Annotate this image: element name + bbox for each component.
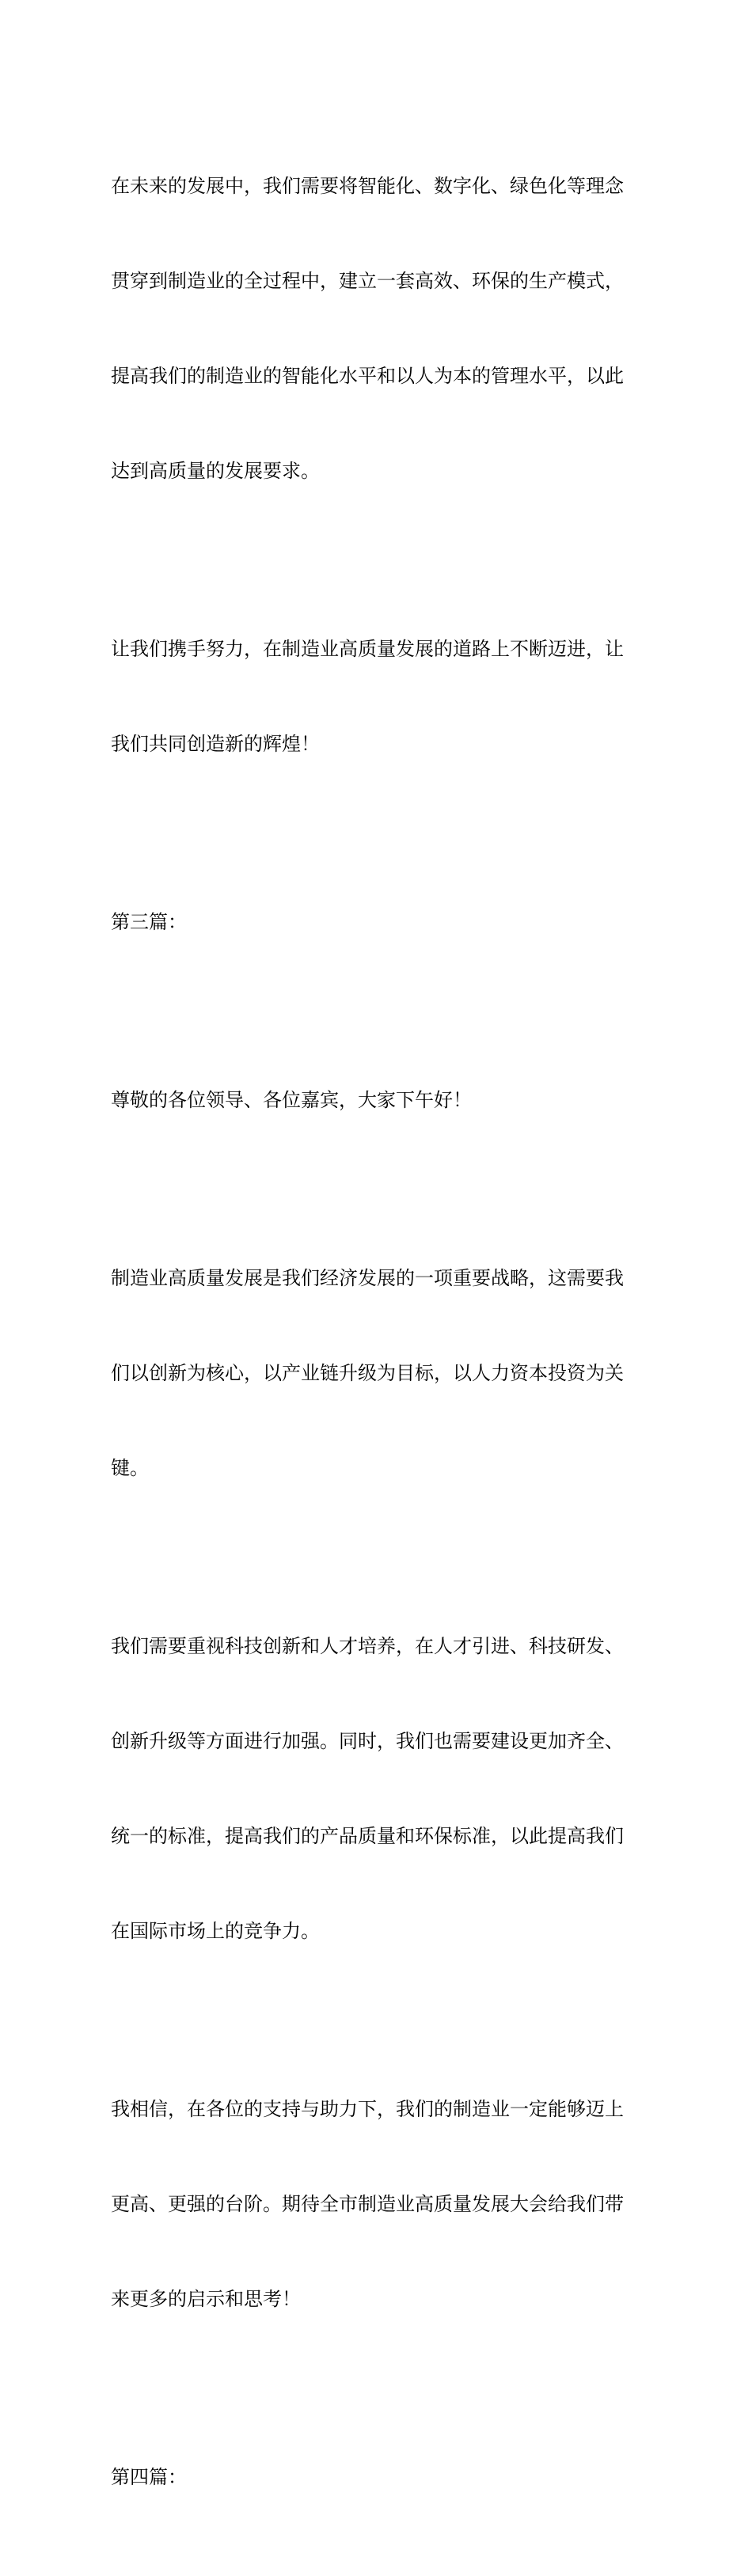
- text-line: 制造业高质量发展是我们经济发展的一项重要战略，这需要我: [111, 1267, 624, 1289]
- document-page: [111, 107, 643, 2576]
- text-line: 第三篇：: [111, 911, 187, 933]
- text-line: 提高我们的制造业的智能化水平和以人为本的管理水平，以此: [111, 365, 624, 387]
- text-line: 达到高质量的发展要求。: [111, 460, 320, 482]
- paragraph-greeting: [111, 1021, 643, 1179]
- text-line: 统一的标准，提高我们的产品质量和环保标准，以此提高我们: [111, 1825, 624, 1847]
- paragraph-innovation-talent: [111, 1567, 643, 2010]
- text-line: 我相信，在各位的支持与助力下，我们的制造业一定能够迈上: [111, 2098, 624, 2120]
- text-line: 我们需要重视科技创新和人才培养，在人才引进、科技研发、: [111, 1635, 624, 1657]
- paragraph-future-development: [111, 107, 643, 550]
- text-line: 贯穿到制造业的全过程中，建立一套高效、环保的生产模式，: [111, 270, 624, 292]
- text-line: 创新升级等方面进行加强。同时，我们也需要建设更加齐全、: [111, 1730, 624, 1752]
- text-line: 让我们携手努力，在制造业高质量发展的道路上不断迈进，让: [111, 638, 624, 660]
- text-line: 们以创新为核心，以产业链升级为目标，以人力资本投资为关: [111, 1362, 624, 1384]
- text-line: 更高、更强的台阶。期待全市制造业高质量发展大会给我们带: [111, 2193, 624, 2215]
- section-heading-part-four: [111, 2398, 643, 2556]
- text-line: 尊敬的各位领导、各位嘉宾，大家下午好！: [111, 1089, 472, 1111]
- text-line: 我们共同创造新的辉煌！: [111, 733, 320, 755]
- paragraph-join-hands: [111, 570, 643, 823]
- text-line: 在国际市场上的竞争力。: [111, 1920, 320, 1942]
- text-line: 键。: [111, 1457, 149, 1479]
- paragraph-belief: [111, 2030, 643, 2378]
- text-line: 来更多的启示和思考！: [111, 2288, 301, 2310]
- paragraph-strategy: [111, 1199, 643, 1547]
- text-line: 第四篇：: [111, 2466, 187, 2488]
- text-line: 在未来的发展中，我们需要将智能化、数字化、绿色化等理念: [111, 175, 624, 197]
- section-heading-part-three: [111, 843, 643, 1001]
